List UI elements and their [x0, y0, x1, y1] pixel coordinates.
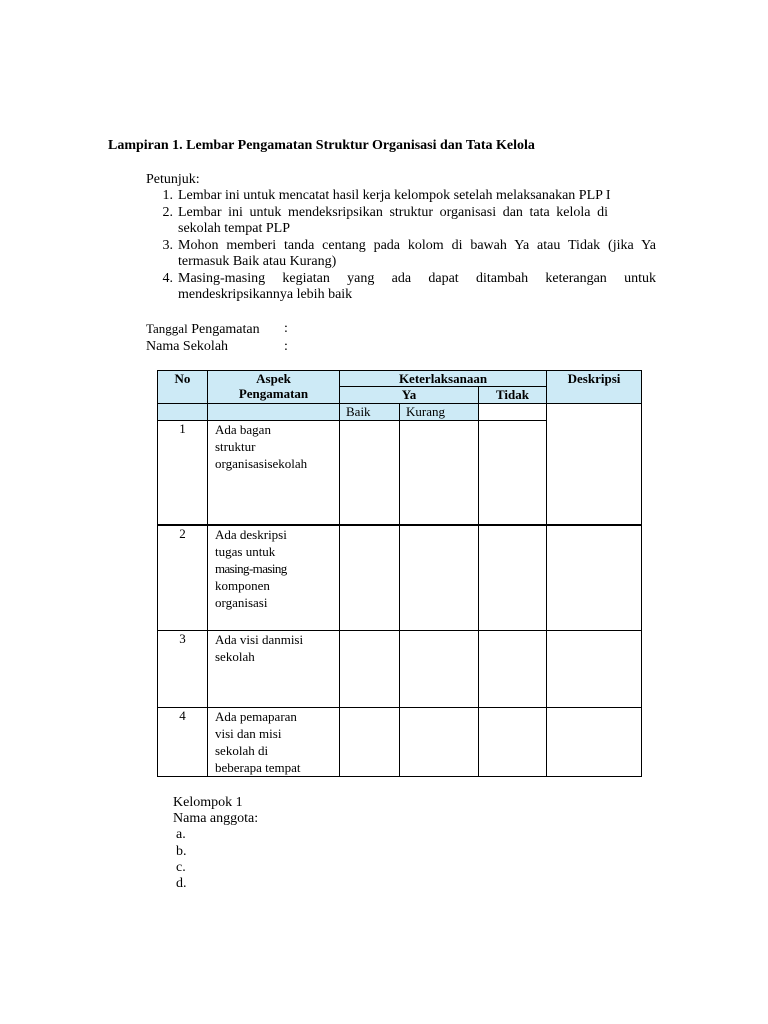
- aspek-line: komponen: [215, 577, 270, 593]
- header-ya: Ya: [340, 387, 479, 404]
- aspek-line: Ada pemaparan: [215, 709, 297, 724]
- table-row: [158, 525, 642, 631]
- sekolah-label: Nama Sekolah: [146, 339, 229, 354]
- header-keterlaksanaan: Keterlaksanaan: [340, 371, 547, 387]
- page-title: Lampiran 1. Lembar Pengamatan Struktur Organisasi dan Tata Kelola: [108, 138, 535, 153]
- member-item: c.: [176, 859, 186, 875]
- deskripsi-cell[interactable]: [547, 631, 642, 708]
- deskripsi-cell[interactable]: [547, 708, 642, 777]
- tidak-cell[interactable]: [479, 631, 547, 708]
- tanggal-label: [146, 320, 284, 338]
- aspek-line: Ada deskripsi: [215, 526, 287, 542]
- member-item: a.: [176, 827, 186, 843]
- sekolah-field: [146, 338, 288, 355]
- instruction-number: 3.: [162, 237, 173, 253]
- kelompok-label: Kelompok 1: [173, 795, 243, 810]
- member-item: d.: [176, 876, 187, 892]
- aspek-line: Ada visi danmisi: [215, 632, 304, 647]
- header-no-cont: [158, 404, 208, 421]
- tidak-cell[interactable]: [479, 421, 547, 525]
- sekolah-colon: :: [284, 339, 288, 354]
- instruction-item: [146, 238, 656, 271]
- baik-cell[interactable]: [340, 631, 400, 708]
- row-number: 2: [158, 525, 208, 631]
- instruction-text: Masing-masing kegiatan yang ada dapat ditambah keterangan untuk mendeskripsikannya lebih baik: [178, 270, 656, 302]
- instructions-heading: Petunjuk:: [146, 172, 200, 187]
- aspek-line: visi dan misi: [215, 726, 282, 741]
- group-info: [173, 795, 258, 892]
- instruction-item: [146, 271, 656, 304]
- instruction-text: Lembar ini untuk mencatat hasil kerja kelompok setelah melaksanakan PLP I: [178, 188, 611, 203]
- instruction-number: 1.: [162, 188, 173, 203]
- deskripsi-cell[interactable]: [547, 525, 642, 631]
- baik-cell[interactable]: [340, 708, 400, 777]
- tanggal-field: [146, 320, 288, 338]
- aspek-line: struktur: [215, 439, 256, 454]
- row-number: 4: [158, 708, 208, 777]
- table-header-row: [158, 371, 642, 387]
- aspek-line: sekolah di: [215, 743, 269, 758]
- row-number: 1: [158, 421, 208, 525]
- aspek-line: tugas untuk: [215, 543, 276, 559]
- observation-table: [157, 370, 642, 777]
- header-kurang: Kurang: [400, 404, 479, 421]
- instructions-list: [146, 188, 656, 304]
- header-tidak: Tidak: [479, 387, 547, 404]
- tidak-cell[interactable]: [479, 525, 547, 631]
- header-baik: Baik: [340, 404, 400, 421]
- kurang-cell[interactable]: [400, 631, 479, 708]
- aspek-line: masing-masing: [215, 560, 287, 576]
- aspek-line: beberapa tempat: [215, 760, 301, 775]
- instruction-item: [146, 205, 656, 238]
- aspek-line: sekolah: [215, 649, 255, 664]
- aspek-line: organisasi: [215, 594, 268, 610]
- row-number: 3: [158, 631, 208, 708]
- aspek-line: Ada bagan: [215, 422, 271, 437]
- instruction-item: [146, 188, 656, 205]
- table-row: [158, 631, 642, 708]
- kurang-cell[interactable]: [400, 708, 479, 777]
- instruction-number: 2.: [162, 204, 173, 220]
- aspek-cell: [208, 421, 340, 525]
- header-deskripsi: Deskripsi: [547, 371, 642, 404]
- header-no: No: [158, 371, 208, 404]
- baik-cell[interactable]: [340, 421, 400, 525]
- aspek-line: organisasisekolah: [215, 456, 308, 471]
- tanggal-label-b: Pengamatan: [187, 322, 260, 337]
- table-row: [158, 708, 642, 777]
- deskripsi-cell[interactable]: [547, 404, 642, 525]
- header-aspek: [208, 371, 340, 404]
- header-aspek-line1: Aspek: [256, 371, 291, 386]
- aspek-cell: [208, 525, 340, 631]
- instruction-number: 4.: [162, 270, 173, 286]
- tanggal-label-a: Tanggal: [146, 321, 188, 336]
- header-aspek-cont: [208, 404, 340, 421]
- baik-cell[interactable]: [340, 525, 400, 631]
- instruction-text: Lembar ini untuk mendeksripsikan struktur organisasi dan tata kelola di sekolah tempat PLP: [178, 204, 608, 236]
- kurang-cell[interactable]: [400, 525, 479, 631]
- anggota-label: Nama anggota:: [173, 811, 259, 827]
- member-item: b.: [176, 843, 187, 859]
- kurang-cell[interactable]: [400, 421, 479, 525]
- aspek-cell: [208, 708, 340, 777]
- aspek-cell: [208, 631, 340, 708]
- tanggal-colon: :: [284, 321, 288, 336]
- tidak-cell[interactable]: [479, 708, 547, 777]
- tidak-cell[interactable]: [479, 404, 547, 421]
- header-aspek-line2: Pengamatan: [238, 386, 309, 401]
- observation-fields: [146, 320, 288, 355]
- table-header-row: [158, 404, 642, 421]
- instruction-text: Mohon memberi tanda centang pada kolom di bawah Ya atau Tidak (jika Ya termasuk Baik atau Kurang): [178, 237, 656, 269]
